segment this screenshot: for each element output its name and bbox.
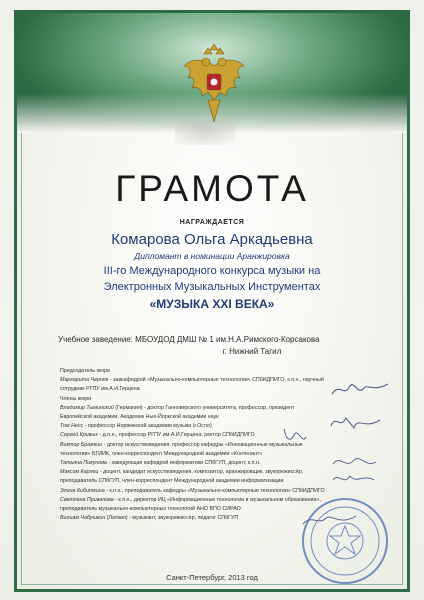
jury-member-name: Сергей Кривых — [60, 432, 98, 439]
school-line: Учебное заведение: МБОУДОД ДМШ № 1 им.Н.А.Римского-Корсакова — [58, 335, 320, 344]
jury-member-7 — [60, 487, 400, 496]
jury-chair-header: Председатель жюри — [60, 368, 110, 374]
recipient-name: Комарова Ольга Аркадьевна — [111, 231, 313, 248]
jury-member-desc: - заведующая кафедрой информатики СПбГУП, доцент, к.п.н. — [106, 460, 261, 467]
jury-member-1-desc-2: Европейской академии, Академик Нью-Йоркской академии наук — [60, 414, 219, 421]
jury-member-name: Владимир Тыминский — [60, 404, 114, 411]
signature-icon — [328, 412, 383, 432]
jury-member-desc: (Латвия) - музыкант, звукорежиссёр, педагог СПбГУП — [105, 515, 239, 522]
jury-member-name: Татьяна Пикунова — [60, 460, 107, 467]
jury-chair-desc: - завкафедрой «Музыкально-компьютерные технологии» СПбИДПИГО, к.п.н., научный — [108, 377, 324, 384]
jury-member-4-desc-2: технологии» БГИИК, член-корреспондент Международной академии «Контенант» — [60, 450, 263, 457]
signature-icon — [330, 378, 390, 400]
nomination-text: Дипломант в номинации Аранжировка — [134, 251, 290, 261]
jury-member-6-desc-2: преподаватель СПбГУП, член-корреспондент Международной академии информатизации — [60, 478, 284, 485]
jury-member-3 — [60, 431, 400, 440]
contest-name: «МУЗЫКА XXI ВЕКА» — [149, 297, 275, 311]
signature-icon — [330, 470, 378, 488]
paper-stain — [175, 120, 235, 145]
coat-of-arms-icon — [182, 44, 246, 130]
jury-chair-name: Маргарита Черняк — [60, 377, 109, 384]
jury-member-desc: - д.п.н., профессор РГПУ им.А.И.Герцена, ректор СПбИДПИГО — [97, 432, 255, 439]
footer-place-date: Санкт-Петербург, 2013 год — [166, 573, 258, 582]
contest-line-2: Электронных Музыкальных Инструментах — [103, 281, 321, 293]
jury-member-name: Виктор Бражкин — [60, 441, 103, 448]
jury-member-desc: - к.п.н., преподаватель кафедры «Музыкально-компьютерные технологии» СПбИДПИГО — [104, 487, 325, 494]
jury-member-desc: - профессор Норвежской академии музыки (г.Осло) — [83, 423, 212, 430]
jury-member-8-desc-2: преподаватель музыкально-компьютерных технологий АНО ВПО СИРАО — [60, 506, 241, 513]
jury-chair-desc-2: сотрудник РГПУ им.А.И.Герцена — [60, 386, 140, 393]
jury-member-desc: - к.п.н., директор ИЦ «Информационные технологии в музыкальном образовании», — [113, 496, 321, 503]
jury-member-name: Том Несс — [60, 423, 84, 430]
city-line: г. Нижний Тагил — [222, 347, 282, 356]
jury-member-name: Светлана Привалова — [60, 496, 114, 503]
jury-member-name: Элина Кибиткина — [60, 487, 105, 494]
jury-member-desc: (Германия) - доктор Ганноверского университета, профессор, президент — [113, 404, 295, 411]
diploma-title: ГРАМОТА — [115, 168, 309, 209]
signature-icon — [280, 425, 310, 447]
jury-member-4 — [60, 441, 400, 450]
jury-member-desc: - доцент, кандидат искусствоведения, композитор, аранжировщик, звукорежиссёр, — [98, 469, 304, 476]
jury-member-name: Максим Карпец — [60, 469, 99, 476]
signature-icon — [330, 452, 380, 472]
jury-member-name: Вилиам Чабушкин — [60, 515, 106, 522]
awarded-label: НАГРАЖДАЕТСЯ — [179, 219, 245, 226]
jury-member-desc: - доктор искусствоведения, профессор кафедры «Инновационные музыкальные — [102, 441, 303, 448]
jury-members-header: Члены жюри — [60, 395, 92, 402]
contest-line-1: III-го Международного конкурса музыки на — [103, 265, 321, 277]
